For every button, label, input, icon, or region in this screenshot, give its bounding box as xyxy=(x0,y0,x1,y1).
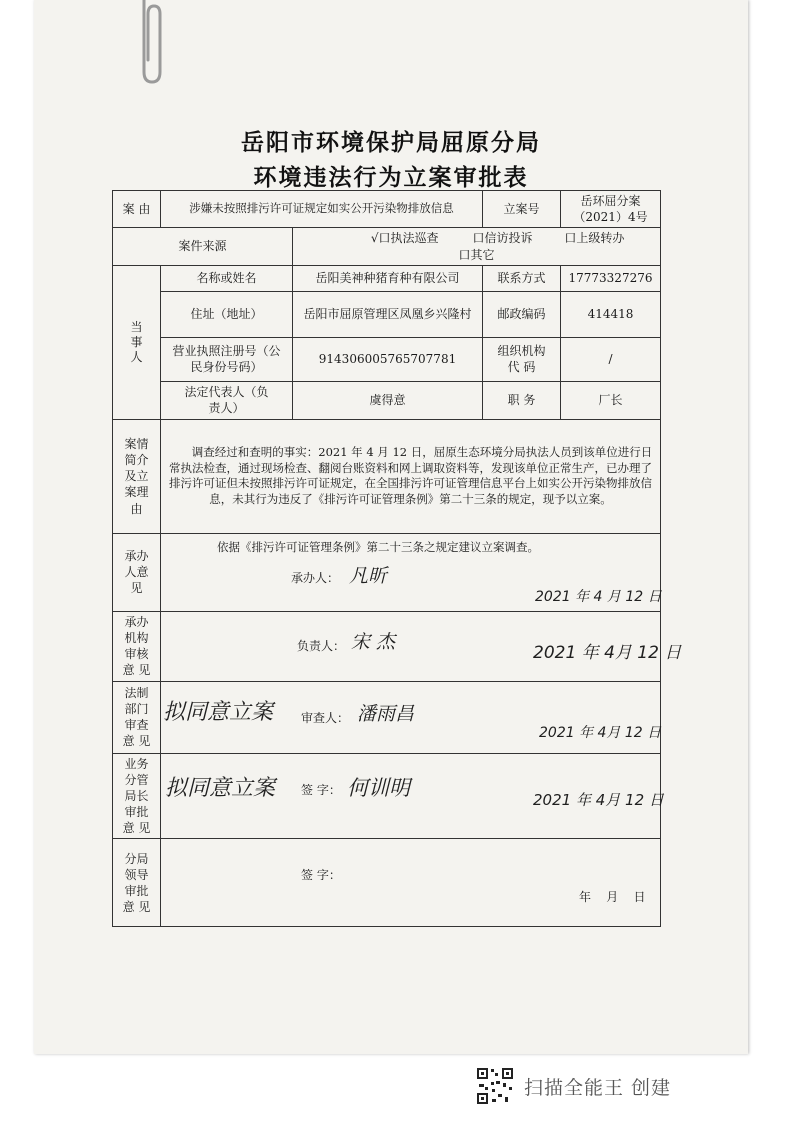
rep-label: 法定代表人（负责人） xyxy=(161,381,293,419)
case-reason-label: 案 由 xyxy=(113,191,161,228)
row-party-address xyxy=(113,291,661,337)
contact-label: 联系方式 xyxy=(483,265,561,291)
document-title-line1: 岳阳市环境保护局屈原分局 xyxy=(241,130,541,156)
row-leader-review xyxy=(113,753,661,839)
case-source-label: 案件来源 xyxy=(113,228,293,265)
rep-value: 虞得意 xyxy=(293,381,483,419)
approval-form-table xyxy=(112,190,682,927)
leader-signer-label: 签 字： xyxy=(301,782,341,797)
legal-review-cell xyxy=(161,681,661,753)
row-case-reason xyxy=(113,191,661,228)
row-party-license xyxy=(113,337,661,381)
summary-label: 案情简介及立案理由 xyxy=(113,419,161,533)
leader-review-cell xyxy=(161,753,664,839)
postcode-value: 414418 xyxy=(561,291,661,337)
source-option-inspection[interactable]: √口执法巡查 xyxy=(370,231,439,246)
dept-review-label: 承办机构审核意 见 xyxy=(113,611,161,681)
legal-opinion-handwritten: 拟同意立案 xyxy=(163,699,274,725)
org-code-label: 组织机构代 码 xyxy=(483,337,561,381)
org-code-value: / xyxy=(561,337,661,381)
handler-date: 2021 年 4 月 12 日 xyxy=(535,588,662,605)
handler-signature: 凡昕 xyxy=(349,564,388,587)
summary-text: 调查经过和查明的事实：2021 年 4 月 12 日，屈原生态环境分局执法人员到该单位进行日常执法检查，通过现场检查、翻阅台账资料和网上调取资料等，发现该单位正常生产，已办理了排污许可证但未按照排污许可证规定，在全国排污许可证管理信息平台上如实公开污染物排放信息，未其行为违反了《排污许可证管理条例》第二十三条的规定，现予以立案。 xyxy=(161,419,661,533)
party-name-value: 岳阳美神种猪育种有限公司 xyxy=(293,265,483,291)
case-no-label: 立案号 xyxy=(483,191,561,228)
handler-opinion-text: 依据《排污许可证管理条例》第二十三条之规定建议立案调查。 xyxy=(217,539,539,554)
paper-clip-icon xyxy=(136,0,164,86)
legal-review-label: 法制部门审查意 见 xyxy=(113,681,161,753)
position-value: 厂长 xyxy=(561,381,661,419)
chief-review-label: 分局领导审批意 见 xyxy=(113,839,161,927)
party-name-label: 名称或姓名 xyxy=(161,265,293,291)
row-case-source xyxy=(113,228,661,265)
chief-date: 年 月 日 xyxy=(579,890,646,905)
handler-cell xyxy=(161,533,661,611)
address-value: 岳阳市屈原管理区凤凰乡兴隆村 xyxy=(293,291,483,337)
contact-value: 17773327276 xyxy=(561,265,661,291)
handler-label: 承办人意 见 xyxy=(113,533,161,611)
leader-opinion-handwritten: 拟同意立案 xyxy=(165,775,276,801)
chief-signer-label: 签 字： xyxy=(301,868,341,883)
source-option-petition[interactable]: 口信访投诉 xyxy=(472,231,533,246)
leader-review-label: 业务分管局长审批意 见 xyxy=(113,753,161,839)
source-option-other[interactable]: 口其它 xyxy=(458,247,495,262)
dept-signer-label: 负责人： xyxy=(297,638,346,653)
row-summary xyxy=(113,419,661,533)
leader-signature: 何训明 xyxy=(347,775,410,800)
scanner-watermark xyxy=(476,1066,671,1106)
case-no-value: 岳环屈分案（2021）4号 xyxy=(561,191,661,228)
position-label: 职 务 xyxy=(483,381,561,419)
qr-code-icon xyxy=(476,1067,514,1105)
postcode-label: 邮政编码 xyxy=(483,291,561,337)
legal-signature: 潘雨昌 xyxy=(357,702,415,725)
row-chief-review xyxy=(113,839,661,927)
watermark-text: 扫描全能王 创建 xyxy=(524,1076,672,1099)
chief-review-cell xyxy=(161,839,661,927)
dept-signature: 宋 杰 xyxy=(351,630,396,653)
source-option-referral[interactable]: 口上级转办 xyxy=(564,231,625,246)
row-party-rep xyxy=(113,381,661,419)
row-handler-opinion xyxy=(113,533,661,611)
case-reason-value: 涉嫌未按照排污许可证规定如实公开污染物排放信息 xyxy=(161,191,483,228)
handler-signer-label: 承办人： xyxy=(291,570,340,585)
license-label: 营业执照注册号（公民身份号码） xyxy=(161,337,293,381)
row-party-name xyxy=(113,265,661,291)
dept-date: 2021 年 4月 12 日 xyxy=(533,642,682,663)
address-label: 住址（地址） xyxy=(161,291,293,337)
case-source-options xyxy=(293,228,661,265)
dept-review-cell xyxy=(161,611,682,681)
legal-date: 2021 年 4月 12 日 xyxy=(539,724,662,741)
legal-signer-label: 审查人： xyxy=(301,710,350,725)
license-value: 914306005765707781 xyxy=(293,337,483,381)
document-title-line2: 环境违法行为立案审批表 xyxy=(253,165,529,191)
row-legal-review xyxy=(113,681,661,753)
leader-date: 2021 年 4月 12 日 xyxy=(533,790,664,809)
row-dept-review xyxy=(113,611,661,681)
party-label: 当事人 xyxy=(113,265,161,419)
